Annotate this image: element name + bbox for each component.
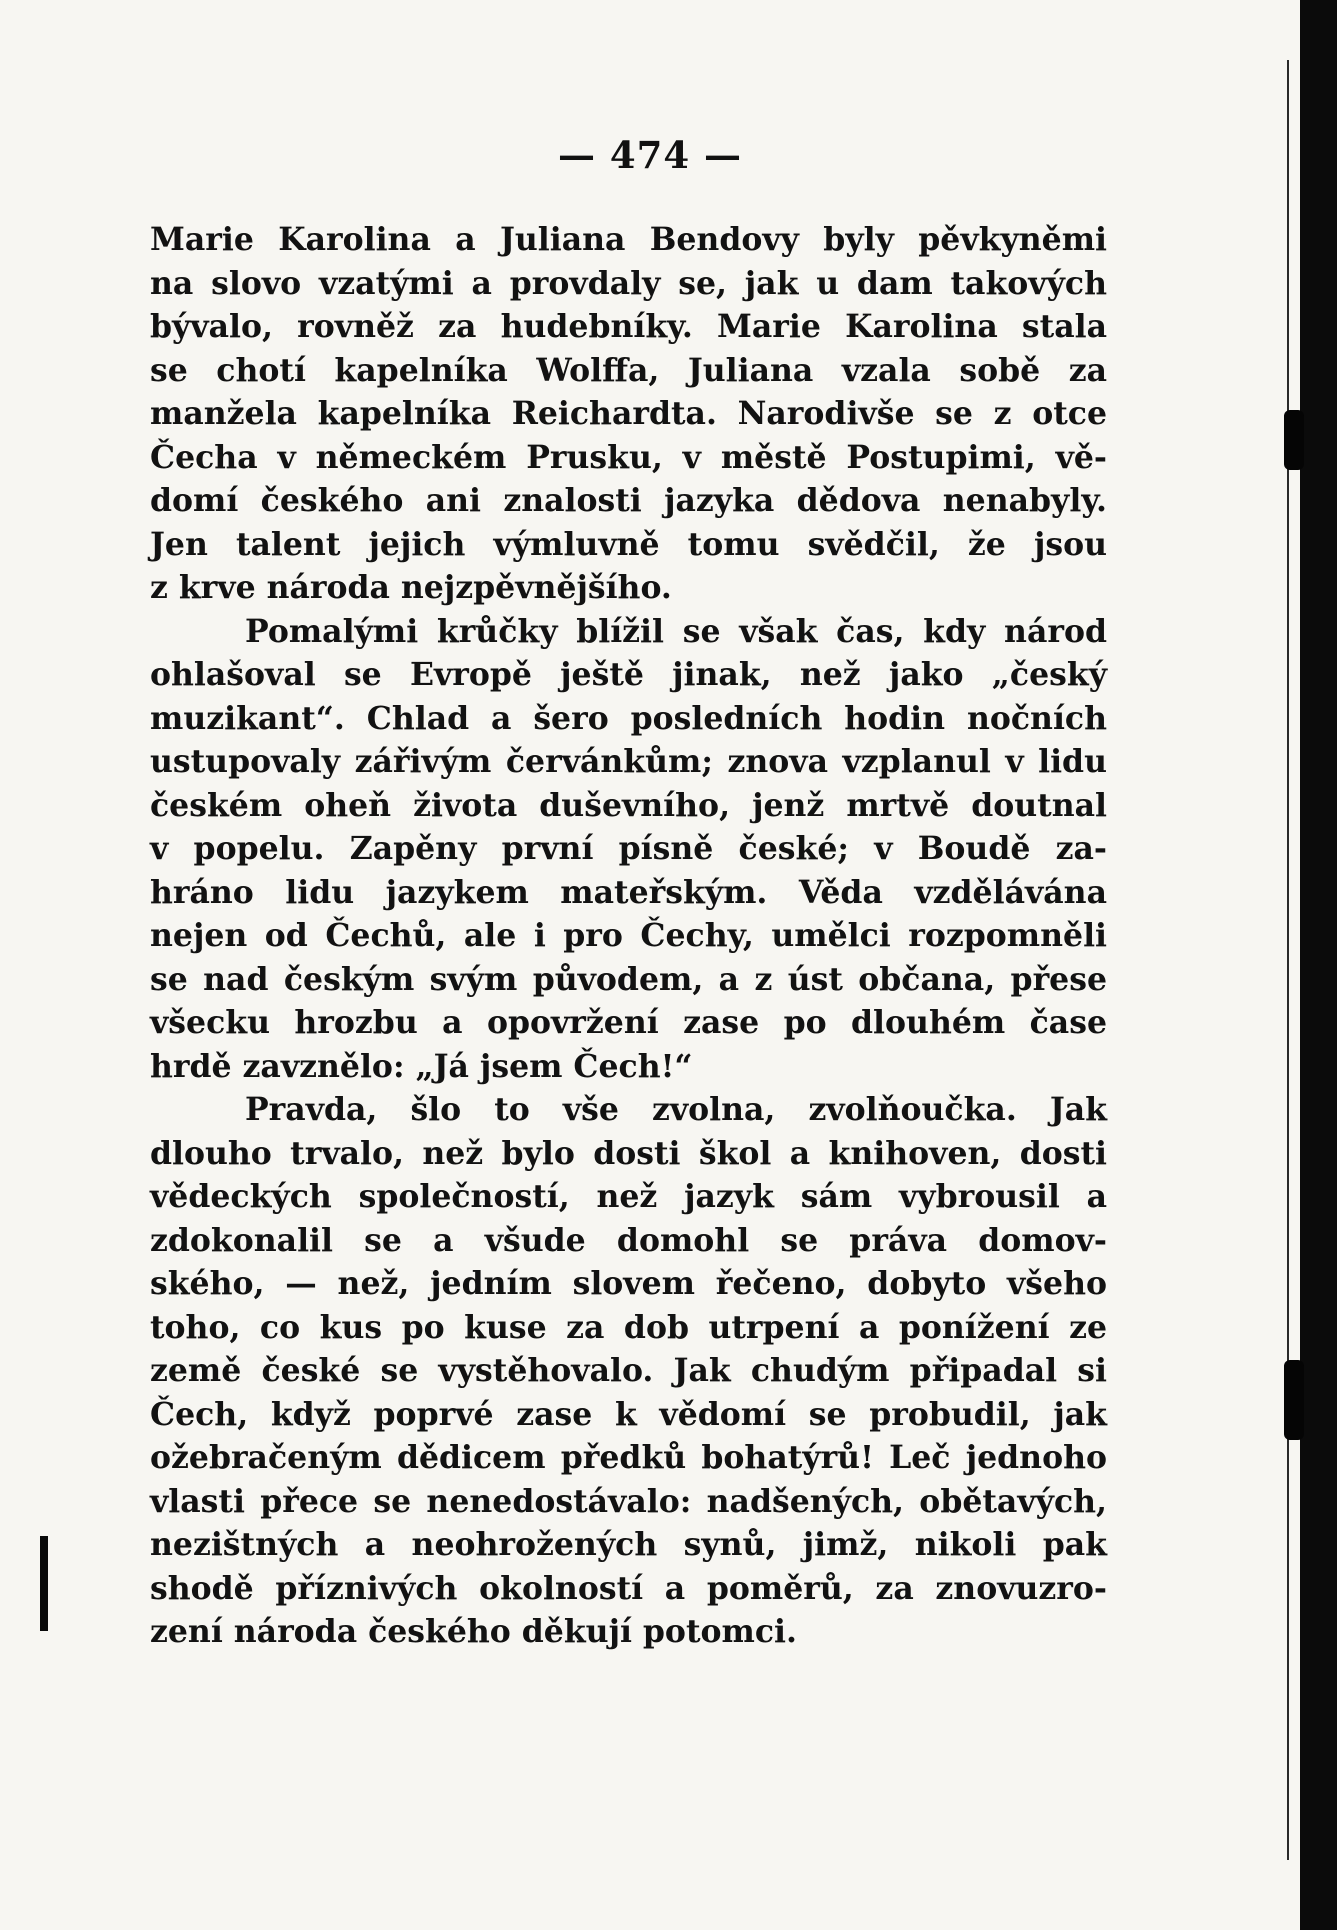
binding-mark bbox=[1284, 410, 1304, 470]
binding-mark bbox=[1284, 1360, 1304, 1440]
text-line: zení národa českého děkují potomci. bbox=[150, 1613, 797, 1650]
text-line: hrdě zavznělo: „Já jsem Čech!“ bbox=[150, 1047, 693, 1085]
text-line: muzikant“. Chlad a šero posledních hodin nočních bbox=[150, 699, 1107, 737]
text-line: shodě příznivých okolností a poměrů, za znovuzro- bbox=[150, 1569, 1107, 1607]
text-line: zdokonalil se a všude domohl se práva domov- bbox=[150, 1221, 1107, 1259]
text-line: Marie Karolina a Juliana Bendovy byly pěvkyněmi bbox=[150, 221, 1107, 258]
text-line: Jen talent jejich výmluvně tomu svědčil, že jsou bbox=[150, 525, 1107, 563]
text-line: Čech, když poprvé zase k vědomí se probudil, jak bbox=[150, 1395, 1107, 1433]
text-line: nezištných a neohrožených synů, jimž, nikoli pak bbox=[150, 1526, 1107, 1563]
text-line: v popelu. Zapěny první písně české; v Boudě za- bbox=[150, 830, 1107, 867]
text-line: hráno lidu jazykem mateřským. Věda vzdělávána bbox=[150, 873, 1107, 911]
text-line: Pomalými krůčky blížil se však čas, kdy národ bbox=[245, 612, 1107, 650]
body-text bbox=[150, 218, 1107, 1654]
text-line: vlasti přece se nenedostávalo: nadšených, obětavých, bbox=[150, 1482, 1107, 1520]
text-line: Čecha v německém Prusku, v městě Postupimi, vě- bbox=[150, 438, 1107, 476]
text-line: ožebračeným dědicem předků bohatýrů! Leč jednoho bbox=[150, 1439, 1107, 1476]
text-line: ohlašoval se Evropě ještě jinak, než jako „český bbox=[150, 656, 1107, 693]
text-line: toho, co kus po kuse za dob utrpení a ponížení ze bbox=[150, 1308, 1107, 1346]
text-line: Pravda, šlo to vše zvolna, zvolňoučka. Jak bbox=[245, 1091, 1107, 1128]
text-line: z krve národa nejzpěvnějšího. bbox=[150, 569, 672, 606]
text-line: na slovo vzatými a provdaly se, jak u dam takových bbox=[150, 264, 1107, 302]
text-line: dlouho trvalo, než bylo dosti škol a knihoven, dosti bbox=[150, 1134, 1107, 1172]
text-line: manžela kapelníka Reichardta. Narodivše se z otce bbox=[150, 395, 1107, 432]
text-line: domí českého ani znalosti jazyka dědova nenabyly. bbox=[150, 482, 1107, 519]
text-line: se chotí kapelníka Wolffa, Juliana vzala sobě za bbox=[150, 351, 1107, 389]
text-line: českém oheň života duševního, jenž mrtvě doutnal bbox=[150, 786, 1107, 824]
text-line: ustupovaly zářivým červánkům; znova vzplanul v lidu bbox=[150, 743, 1107, 780]
text-line: bývalo, rovněž za hudebníky. Marie Karolina stala bbox=[150, 308, 1107, 345]
text-line: všecku hrozbu a opovržení zase po dlouhém čase bbox=[150, 1004, 1107, 1041]
text-line: ského, — než, jedním slovem řečeno, dobyto všeho bbox=[150, 1265, 1107, 1302]
page-number: — 474 — bbox=[558, 133, 742, 177]
page-edge-shadow bbox=[1287, 60, 1289, 1860]
text-line: země české se vystěhovalo. Jak chudým připadal si bbox=[150, 1352, 1107, 1389]
scan-border bbox=[1300, 0, 1337, 1930]
text-line: vědeckých společností, než jazyk sám vybrousil a bbox=[150, 1178, 1107, 1215]
text-line: se nad českým svým původem, a z úst občana, přese bbox=[150, 960, 1107, 998]
margin-mark bbox=[40, 1536, 48, 1631]
text-line: nejen od Čechů, ale i pro Čechy, umělci rozpomněli bbox=[150, 917, 1107, 954]
